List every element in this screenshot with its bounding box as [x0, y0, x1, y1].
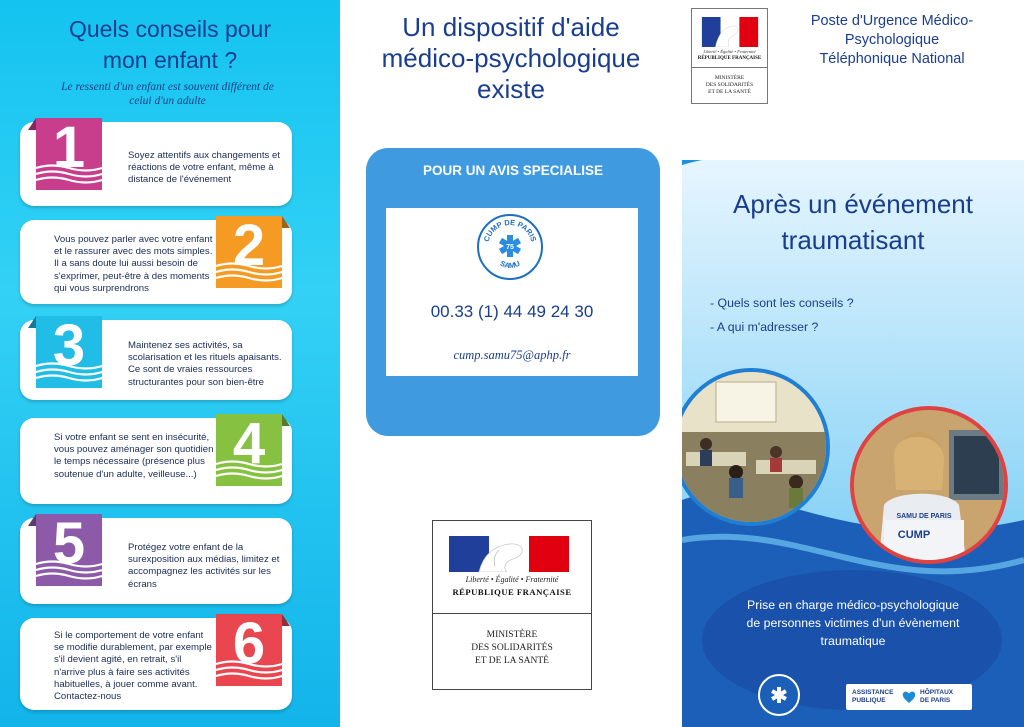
organization-title: Poste d'Urgence Médico- Psychologique Téléphonique National — [810, 13, 974, 67]
advice-text: Si votre enfant se sent en insécurité, vous pouvez aménager son quotidien le temps nécessaire (présence plus soutenue d'un adulte, veilleuse...) — [54, 432, 214, 480]
ribbon-fold — [28, 118, 36, 130]
middle-panel — [340, 0, 682, 727]
republique-small: RÉPUBLIQUE FRANÇAISE — [697, 56, 762, 61]
divider-small — [692, 67, 767, 68]
operator-photo-art — [854, 410, 1004, 560]
advice-card-1 — [20, 115, 292, 206]
svg-text:CUMP: CUMP — [897, 529, 931, 541]
step-number-1 — [36, 115, 102, 190]
left-panel — [0, 0, 340, 727]
aphp-logo: ASSISTANCE PUBLIQUE HÔPITAUX DE PARIS — [846, 684, 972, 710]
step-digit: 2 — [232, 213, 266, 278]
advice-text: Soyez attentifs aux changements et réactions de votre enfant, même à distance de l'événement — [128, 150, 280, 186]
republique-francaise-logo — [432, 520, 592, 690]
ribbon-fold — [282, 414, 290, 426]
republique-name: RÉPUBLIQUE FRANÇAISE — [452, 587, 572, 597]
wave-lines-icon — [216, 659, 282, 681]
step-number-5 — [36, 511, 102, 586]
svg-text:SAMU: SAMU — [498, 258, 522, 271]
wave-lines-icon — [216, 261, 282, 283]
svg-text:75: 75 — [506, 244, 514, 251]
ribbon-fold — [282, 216, 290, 228]
marianne-flag-icon — [449, 536, 569, 572]
specialist-box — [366, 148, 660, 436]
step-digit: 6 — [232, 611, 266, 676]
ministere-logo-small — [691, 8, 768, 104]
wave-lines-icon — [36, 361, 102, 383]
advice-text: Protégez votre enfant de la surexposition aux médias, limitez et accompagnez les activités sur les écrans — [128, 542, 280, 590]
wave-lines-icon — [36, 559, 102, 581]
cump-logo — [477, 214, 543, 280]
ribbon-fold — [28, 514, 36, 526]
specialist-header: POUR UN AVIS SPECIALISE — [422, 163, 604, 178]
classroom-photo-art — [682, 372, 826, 522]
advice-card-6 — [20, 611, 292, 710]
wave-lines-icon — [216, 459, 282, 481]
step-digit: 5 — [52, 511, 86, 576]
step-digit: 1 — [52, 115, 86, 180]
ministere-name: MINISTÈRE DES SOLIDARITÉS ET DE LA SANTÉ — [471, 630, 553, 666]
cump-logo-small — [758, 674, 800, 716]
advice-card-3 — [20, 313, 292, 400]
motto-small: Liberté • Égalité • Fraternité — [703, 49, 756, 54]
wave-lines-icon — [36, 163, 102, 185]
ministere-small: MINISTÈRE DES SOLIDARITÉS ET DE LA SANTÉ — [705, 75, 754, 95]
step-number-3 — [36, 313, 102, 388]
advice-text: Si le comportement de votre enfant se modifie durablement, par exemple s'il devient agité, en retrait, s'il n'arrive plus à faire ses activités habituelles, à jouer comme avant. Contactez-nous — [54, 630, 212, 703]
middle-title: Un dispositif d'aide médico-psychologique existe — [381, 12, 641, 104]
republique-motto: Liberté • Égalité • Fraternité — [465, 575, 559, 584]
right-title: Après un événement traumatisant — [733, 189, 973, 255]
advice-card-2 — [20, 213, 292, 304]
step-number-2 — [216, 213, 282, 288]
star-of-life-icon — [479, 216, 541, 278]
left-subtitle: Le ressenti d'un enfant est souvent différent de celui d'un adulte — [61, 81, 274, 107]
right-panel — [682, 0, 1024, 727]
question-conseils: - Quels sont les conseils ? — [710, 296, 854, 310]
phone-number[interactable]: 00.33 (1) 44 49 24 30 — [430, 302, 594, 321]
advice-text: Maintenez ses activités, sa scolarisation et les rituels apaisants. Ce sont de vraies ressources structurantes pour son bien-être — [128, 340, 282, 388]
svg-text:SAMU DE PARIS: SAMU DE PARIS — [896, 513, 952, 520]
operator-photo — [850, 406, 1008, 564]
marianne-flag-icon-small — [700, 17, 760, 47]
step-digit: 3 — [52, 313, 86, 378]
contact-box — [386, 208, 638, 376]
star-of-life-icon-small — [760, 676, 798, 714]
ribbon-fold — [282, 614, 290, 626]
step-number-4 — [216, 411, 282, 486]
advice-text: Vous pouvez parler avec votre enfant et le rassurer avec des mots simples. Il a sans doute lui aussi besoin de s'exprimer, peut-être à des moments qui vous surprendrons — [54, 234, 213, 294]
advice-card-5 — [20, 511, 292, 604]
step-digit: 4 — [232, 411, 266, 476]
heart-icon — [902, 690, 916, 704]
left-title: Quels conseils pour mon enfant ? — [69, 16, 271, 73]
logo-divider — [433, 613, 591, 614]
care-description: Prise en charge médico-psychologique de personnes victimes d'un évènement traumatique — [746, 598, 960, 648]
svg-text:CUMP DE PARIS: CUMP DE PARIS — [481, 217, 539, 243]
ribbon-fold — [28, 316, 36, 328]
step-number-6 — [216, 611, 282, 686]
email-address[interactable]: cump.samu75@aphp.fr — [453, 348, 571, 362]
question-adresser: - A qui m'adresser ? — [710, 320, 819, 334]
advice-card-4 — [20, 411, 292, 504]
